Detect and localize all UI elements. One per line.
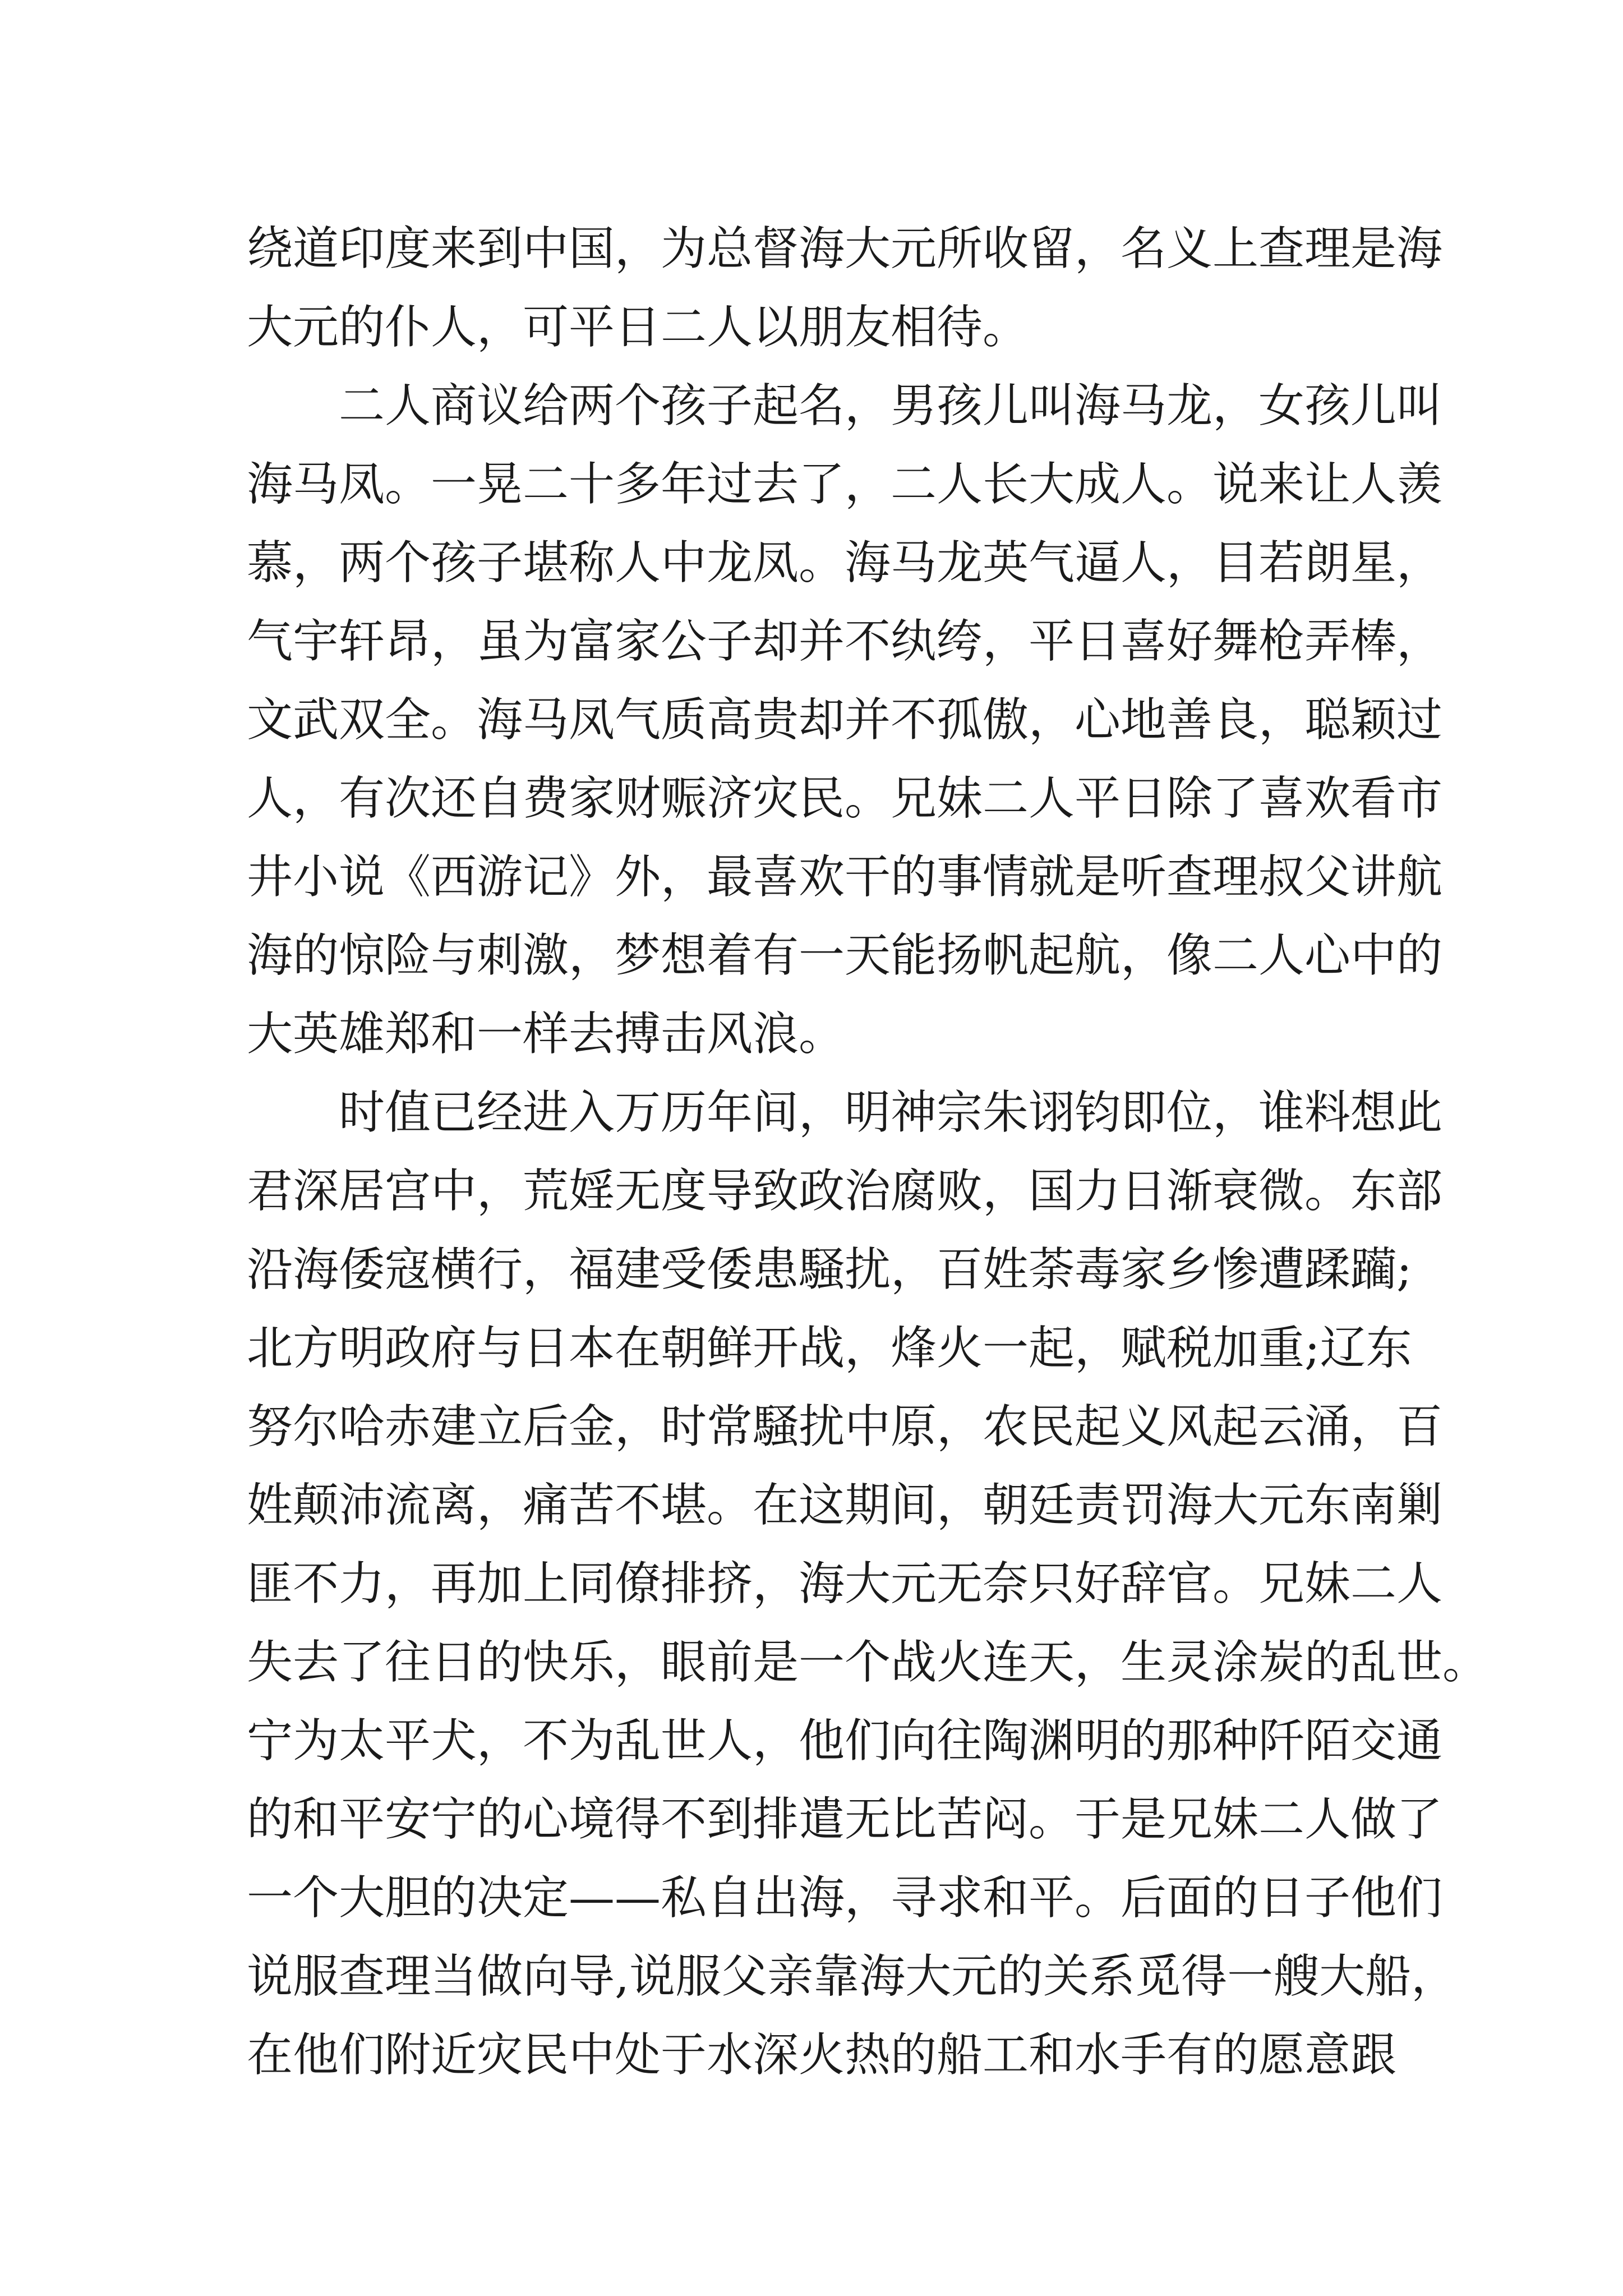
text-line: 努尔哈赤建立后金，时常騒扰中原，农民起义风起云涌，百 — [247, 1400, 1443, 1453]
text-line: 慕，两个孩子堪称人中龙凤。海马龙英气逼人，目若朗星， — [247, 536, 1443, 590]
text-line: 在他们附近灾民中处于水深火热的船工和水手有的愿意跟 — [247, 2028, 1397, 2082]
text-line: 海马凤。一晃二十多年过去了，二人长大成人。说来让人羡 — [247, 458, 1443, 511]
body-text — [247, 210, 1489, 2095]
paragraph — [247, 367, 1443, 1074]
text-line: 君深居宫中，荒婬无度导致政治腐败，国力日渐衰微。东部 — [247, 1165, 1443, 1218]
text-line: 海的惊险与刺激，梦想着有一天能扬帆起航，像二人心中的 — [247, 929, 1443, 982]
text-line: 宁为太平犬，不为乱世人，他们向往陶渊明的那种阡陌交通 — [247, 1714, 1443, 1768]
text-line: 大英雄郑和一样去搏击风浪。 — [247, 1007, 845, 1061]
paragraph — [247, 210, 1443, 367]
text-line: 绕道印度来到中国，为总督海大元所收留，名义上查理是海 — [247, 222, 1443, 275]
text-line: 气宇轩昂，虽为富家公子却并不纨绔，平日喜好舞枪弄棒， — [247, 615, 1443, 668]
text-line: 说服查理当做向导,说服父亲靠海大元的关系觅得一艘大船， — [247, 1950, 1458, 2003]
text-line: 失去了往日的快乐，眼前是一个战火连天，生灵涂炭的乱世。 — [247, 1636, 1489, 1689]
text-line: 文武双全。海马凤气质高贵却并不孤傲，心地善良，聪颖过 — [247, 693, 1443, 747]
text-line: 姓颠沛流离，痛苦不堪。在这期间，朝廷责罚海大元东南剿 — [247, 1479, 1443, 1532]
text-line: 的和平安宁的心境得不到排遣无比苦闷。于是兄妹二人做了 — [247, 1793, 1443, 1846]
text-line: 一个大胆的决定——私自出海，寻求和平。后面的日子他们 — [247, 1871, 1443, 1925]
text-line: 人，有次还自费家财赈济灾民。兄妹二人平日除了喜欢看市 — [247, 772, 1443, 825]
text-line: 匪不力，再加上同僚排挤，海大元无奈只好辞官。兄妹二人 — [247, 1557, 1443, 1611]
text-line: 沿海倭寇横行，福建受倭患騒扰，百姓荼毒家乡惨遭蹂躏; — [247, 1243, 1412, 1296]
text-line: 井小说《西游记》外，最喜欢干的事情就是听查理叔父讲航 — [247, 850, 1443, 904]
text-line: 时值已经进入万历年间，明神宗朱诩钧即位，谁料想此 — [339, 1086, 1443, 1139]
text-line: 北方明政府与日本在朝鲜开战，烽火一起，赋税加重;辽东 — [247, 1322, 1412, 1375]
paragraph — [247, 1074, 1489, 2095]
text-line: 大元的仆人，可平日二人以朋友相待。 — [247, 301, 1029, 354]
text-line: 二人商议给两个孩子起名，男孩儿叫海马龙，女孩儿叫 — [339, 379, 1443, 432]
